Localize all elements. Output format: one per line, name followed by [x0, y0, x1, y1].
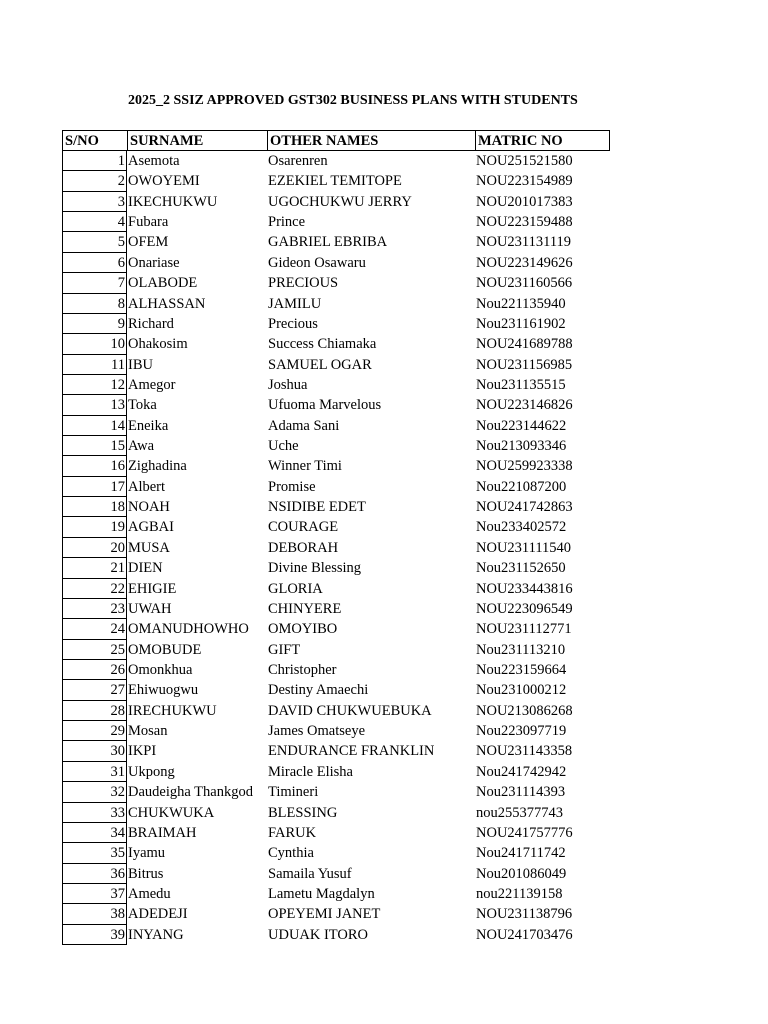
cell-matric-no: NOU233443816: [476, 580, 573, 597]
cell-matric-no: Nou241711742: [476, 845, 566, 862]
cell-matric-no: Nou231113210: [476, 641, 566, 658]
cell-sno: 25: [62, 640, 127, 660]
cell-other-names: Ufuoma Marvelous: [268, 397, 382, 414]
cell-sno: 33: [62, 803, 127, 823]
cell-surname: Onariase: [128, 254, 180, 271]
cell-matric-no: Nou213093346: [476, 438, 567, 455]
cell-surname: AGBAI: [128, 519, 174, 536]
cell-sno: 11: [62, 355, 127, 375]
cell-matric-no: NOU223096549: [476, 600, 573, 617]
cell-matric-no: NOU231156985: [476, 356, 573, 373]
cell-surname: Zighadina: [128, 458, 187, 475]
cell-sno: 13: [62, 395, 127, 415]
cell-matric-no: NOU231138796: [476, 906, 573, 923]
cell-surname: IKECHUKWU: [128, 193, 218, 210]
cell-sno: 17: [62, 477, 127, 497]
cell-surname: IKPI: [128, 743, 157, 760]
cell-surname: Iyamu: [128, 845, 166, 862]
cell-surname: MUSA: [128, 539, 170, 556]
cell-other-names: Uche: [268, 438, 299, 455]
cell-other-names: OPEYEMI JANET: [268, 906, 381, 923]
cell-other-names: Timineri: [268, 784, 319, 801]
cell-sno: 28: [62, 701, 127, 721]
cell-matric-no: Nou231000212: [476, 682, 567, 699]
cell-surname: Daudeigha Thankgod: [128, 784, 253, 801]
cell-matric-no: NOU251521580: [476, 153, 573, 169]
cell-other-names: JAMILU: [268, 295, 322, 312]
cell-sno: 34: [62, 823, 127, 843]
cell-surname: IRECHUKWU: [128, 702, 217, 719]
cell-matric-no: Nou221087200: [476, 478, 567, 495]
cell-other-names: EZEKIEL TEMITOPE: [268, 173, 402, 190]
cell-sno: 22: [62, 579, 127, 599]
cell-other-names: UGOCHUKWU JERRY: [268, 193, 412, 210]
cell-matric-no: NOU231160566: [476, 275, 573, 292]
cell-surname: OFEM: [128, 234, 169, 251]
cell-sno: 19: [62, 517, 127, 537]
cell-sno: 29: [62, 721, 127, 741]
cell-other-names: Gideon Osawaru: [268, 254, 366, 271]
cell-sno: 37: [62, 884, 127, 904]
cell-sno: 9: [62, 314, 127, 334]
cell-matric-no: NOU241742863: [476, 499, 573, 516]
cell-surname: Awa: [128, 438, 155, 455]
cell-sno: 10: [62, 334, 127, 354]
cell-other-names: BLESSING: [268, 804, 338, 821]
cell-matric-no: NOU223146826: [476, 397, 573, 414]
cell-matric-no: Nou223144622: [476, 417, 567, 434]
cell-matric-no: Nou241742942: [476, 763, 567, 780]
cell-surname: OMANUDHOWHO: [128, 621, 249, 638]
cell-other-names: James Omatseye: [268, 723, 366, 740]
cell-sno: 14: [62, 416, 127, 436]
cell-sno: 35: [62, 843, 127, 863]
cell-other-names: DEBORAH: [268, 539, 339, 556]
cell-other-names: Osarenren: [268, 153, 328, 169]
cell-matric-no: NOU231112771: [476, 621, 572, 638]
cell-matric-no: NOU259923338: [476, 458, 573, 475]
cell-other-names: Prince: [268, 214, 306, 231]
cell-surname: Ehiwuogwu: [128, 682, 199, 699]
cell-surname: Amedu: [128, 885, 171, 902]
cell-other-names: Divine Blessing: [268, 560, 362, 577]
cell-other-names: FARUK: [268, 824, 317, 841]
cell-sno: 20: [62, 538, 127, 558]
cell-sno: 21: [62, 558, 127, 578]
cell-sno: 31: [62, 762, 127, 782]
cell-sno: 2: [62, 171, 127, 191]
cell-other-names: Lametu Magdalyn: [268, 885, 375, 902]
cell-sno: 32: [62, 782, 127, 802]
cell-sno: 1: [62, 151, 127, 171]
cell-surname: Mosan: [128, 723, 168, 740]
cell-sno: 4: [62, 212, 127, 232]
cell-matric-no: NOU223149626: [476, 254, 573, 271]
cell-sno: 3: [62, 192, 127, 212]
cell-sno: 23: [62, 599, 127, 619]
cell-matric-no: Nou231161902: [476, 315, 566, 332]
cell-other-names: OMOYIBO: [268, 621, 338, 638]
cell-sno: 15: [62, 436, 127, 456]
cell-sno: 24: [62, 619, 127, 639]
cell-other-names: SAMUEL OGAR: [268, 356, 372, 373]
cell-surname: UWAH: [128, 600, 172, 617]
cell-other-names: COURAGE: [268, 519, 339, 536]
cell-surname: INYANG: [128, 926, 184, 943]
cell-other-names: Adama Sani: [268, 417, 340, 434]
cell-matric-no: NOU223159488: [476, 214, 573, 231]
cell-other-names: NSIDIBE EDET: [268, 499, 366, 516]
cell-surname: Asemota: [128, 153, 180, 169]
cell-surname: Ohakosim: [128, 336, 188, 353]
cell-sno: 26: [62, 660, 127, 680]
cell-surname: OMOBUDE: [128, 641, 202, 658]
cell-other-names: Samaila Yusuf: [268, 865, 352, 882]
cell-surname: Toka: [128, 397, 157, 414]
cell-surname: IBU: [128, 356, 153, 373]
cell-other-names: Promise: [268, 478, 316, 495]
cell-surname: CHUKWUKA: [128, 804, 215, 821]
cell-other-names: Miracle Elisha: [268, 763, 353, 780]
document-title: 2025_2 SSIZ APPROVED GST302 BUSINESS PLANS WITH STUDENTS: [128, 93, 578, 108]
cell-matric-no: Nou233402572: [476, 519, 567, 536]
cell-sno: 8: [62, 294, 127, 314]
cell-matric-no: NOU241703476: [476, 926, 573, 943]
cell-matric-no: Nou223097719: [476, 723, 567, 740]
cell-other-names: Winner Timi: [268, 458, 342, 475]
cell-matric-no: NOU231111540: [476, 539, 572, 556]
cell-other-names: Christopher: [268, 661, 337, 678]
cell-surname: OWOYEMI: [128, 173, 200, 190]
cell-other-names: GABRIEL EBRIBA: [268, 234, 388, 251]
cell-sno: 5: [62, 232, 127, 252]
cell-other-names: Success Chiamaka: [268, 336, 377, 353]
column-header-other-names: OTHER NAMES: [267, 130, 475, 151]
cell-sno: 27: [62, 680, 127, 700]
cell-surname: Amegor: [128, 376, 176, 393]
cell-surname: Fubara: [128, 214, 169, 231]
cell-surname: EHIGIE: [128, 580, 177, 597]
cell-other-names: PRECIOUS: [268, 275, 339, 292]
cell-matric-no: NOU201017383: [476, 193, 573, 210]
cell-sno: 30: [62, 741, 127, 761]
cell-other-names: Destiny Amaechi: [268, 682, 369, 699]
column-header-surname: SURNAME: [127, 130, 267, 151]
cell-matric-no: NOU231143358: [476, 743, 573, 760]
cell-matric-no: Nou231135515: [476, 376, 566, 393]
cell-surname: Eneika: [128, 417, 169, 434]
cell-sno: 38: [62, 904, 127, 924]
cell-sno: 18: [62, 497, 127, 517]
cell-matric-no: Nou201086049: [476, 865, 567, 882]
cell-surname: NOAH: [128, 499, 170, 516]
cell-matric-no: nou221139158: [476, 885, 563, 902]
cell-other-names: Cynthia: [268, 845, 314, 862]
cell-other-names: UDUAK ITORO: [268, 926, 369, 943]
cell-surname: Omonkhua: [128, 661, 193, 678]
cell-sno: 39: [62, 925, 127, 945]
cell-sno: 7: [62, 273, 127, 293]
cell-matric-no: Nou221135940: [476, 295, 566, 312]
cell-other-names: DAVID CHUKWUEBUKA: [268, 702, 432, 719]
cell-surname: OLABODE: [128, 275, 198, 292]
cell-surname: DIEN: [128, 560, 163, 577]
student-table: [62, 130, 610, 945]
cell-other-names: Joshua: [268, 376, 308, 393]
cell-surname: ALHASSAN: [128, 295, 206, 312]
cell-matric-no: NOU241757776: [476, 824, 573, 841]
cell-matric-no: Nou223159664: [476, 661, 567, 678]
cell-other-names: CHINYERE: [268, 600, 342, 617]
cell-matric-no: Nou231114393: [476, 784, 566, 801]
cell-sno: 36: [62, 864, 127, 884]
cell-matric-no: NOU241689788: [476, 336, 573, 353]
cell-matric-no: Nou231152650: [476, 560, 566, 577]
cell-matric-no: NOU231131119: [476, 234, 572, 251]
cell-surname: BRAIMAH: [128, 824, 197, 841]
cell-surname: Richard: [128, 315, 174, 332]
cell-sno: 12: [62, 375, 127, 395]
cell-surname: Ukpong: [128, 763, 175, 780]
cell-surname: ADEDEJI: [128, 906, 188, 923]
cell-other-names: ENDURANCE FRANKLIN: [268, 743, 435, 760]
cell-other-names: GIFT: [268, 641, 301, 658]
cell-matric-no: NOU223154989: [476, 173, 573, 190]
cell-sno: 16: [62, 456, 127, 476]
cell-other-names: Precious: [268, 315, 318, 332]
cell-other-names: GLORIA: [268, 580, 323, 597]
cell-matric-no: nou255377743: [476, 804, 563, 821]
cell-matric-no: NOU213086268: [476, 702, 573, 719]
cell-surname: Bitrus: [128, 865, 164, 882]
cell-surname: Albert: [128, 478, 166, 495]
column-header-matric-no: MATRIC NO: [475, 130, 610, 151]
column-header-sno: S/NO: [62, 130, 127, 151]
cell-sno: 6: [62, 253, 127, 273]
